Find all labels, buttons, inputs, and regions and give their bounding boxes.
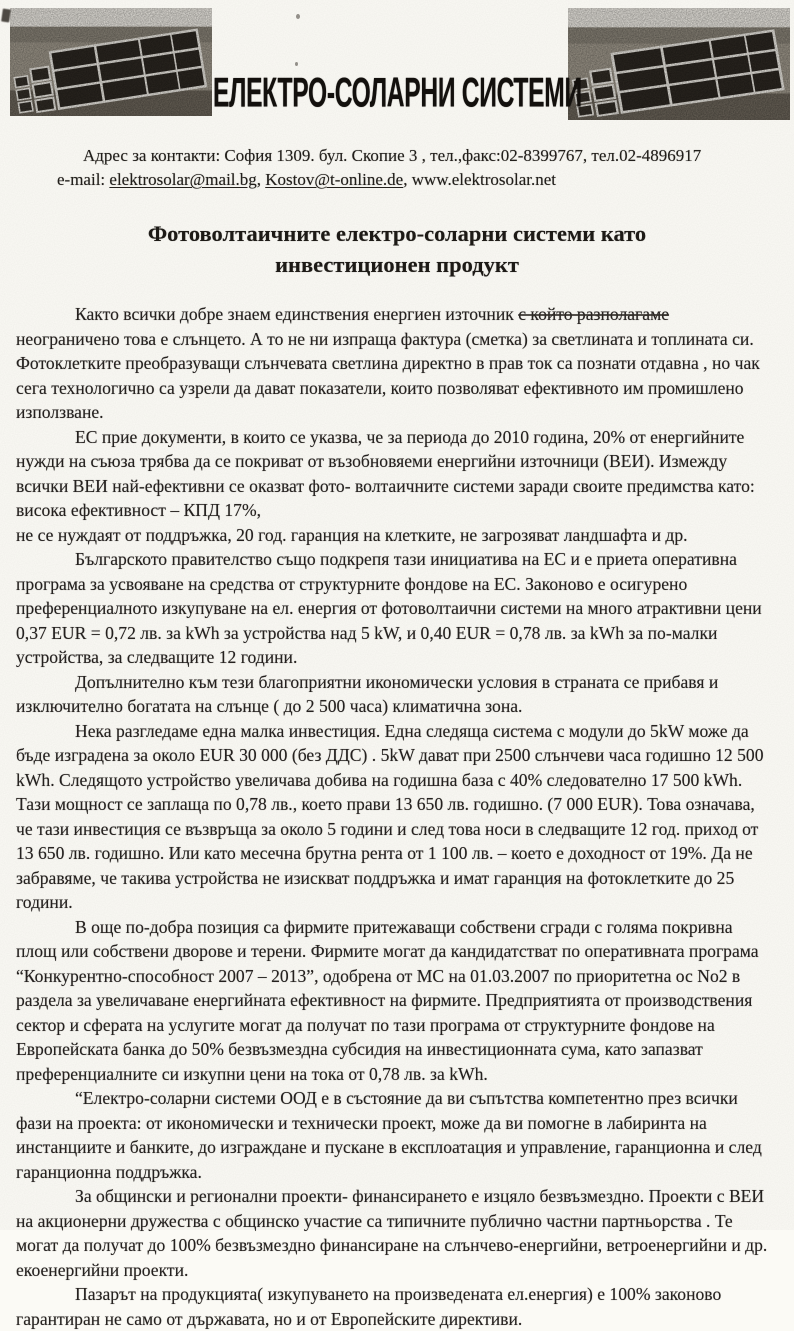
- scan-speck: [296, 14, 300, 19]
- separator: ,: [256, 170, 266, 189]
- document-title: [0, 218, 794, 280]
- paragraph-maintenance-note: не се нуждаят от поддръжка, 20 год. гаранция на клетките, не загрозяват ландшафта и др.: [16, 524, 688, 545]
- paragraph-intro: [16, 302, 774, 425]
- paragraph-investment-example: Нека разгледаме една малка инвестиция. Една следяща система с модули до 5kW може да бъде изградена за около EUR 30 000 (без ДДС) . 5kW дават при 2500 слънчеви часа годишно 12 500 kWh. Следящото устройство увеличава добива на годишна база с 40% следователно 17 500 kWh. Тази мощност се заплаща по 0,78 лв., което прави 13 650 лв. годишно. (7 000 EUR). Това означава, че тази инвестиция се възвръща за около 5 години и след това носи в следващите 12 год. приход от 13 650 лв. годишно. Или като месечна брутна рента от 1 100 лв. – което е доходност от 19%. Да не забравяме, че такива устройства не изискват поддръжка и имат гаранция на фотоклетките до 25 години.: [16, 720, 764, 912]
- paragraph-municipal-projects: За общински и регионални проекти- финансирането е изцяло безвъзмездно. Проекти с ВЕИ на акционерни дружества с общинско участие са типичните публично частни партньорства . Те могат да получат до 100% безвъзмездно финансиране на слънчево-енергийни, ветроенергийни и др. екоенергийни проекти.: [16, 1186, 768, 1280]
- document-title-line2: инвестиционен продукт: [275, 252, 519, 277]
- document-title-line1: Фотоволтаичните електро-соларни системи като: [147, 221, 647, 246]
- email-label: e-mail:: [57, 170, 110, 189]
- scan-speck: [295, 62, 298, 66]
- email-link-secondary: Kostov@t-online.de: [265, 170, 404, 189]
- email-link-primary: elektrosolar@mail.bg: [109, 170, 257, 189]
- document-body: [0, 302, 794, 1331]
- website-text: www.elektrosolar.net: [411, 170, 557, 189]
- contact-address-line: Адрес за контакти: София 1309. бул. Скопие 3 , тел.,факс:02-8399767, тел.02-4896917: [83, 146, 702, 165]
- contact-block: [57, 144, 794, 192]
- intro-text-pre: Както всички добре знаем единствения енергиен източник: [75, 304, 519, 324]
- struck-phrase: с който разполагаме: [518, 304, 670, 324]
- intro-text-post: неограничено това е слънцето. А то не ни изпраща фактура (сметка) за светлината и топлината си. Фотоклетките преобразуващи слънчевата светлина директно в прав ток са познати отдавна , но чак сега технологично са узрели да дават показатели, които позволяват ефективното им промишлено използване.: [16, 328, 760, 422]
- separator: ,: [403, 170, 412, 189]
- paragraph-bulgarian-government: Българското правителство също подкрепя тази инициатива на ЕС и е приета оперативна програма за усвояване на средства от структурните фондове на ЕС. Законово е осигурено преференциалното изкупуване на ел. енергия от фотоволтаични системи на много атрактивни цени 0,37 EUR = 0,72 лв. за kWh за устройства над 5 kW, и 0,40 EUR = 0,78 лв. за kWh за по-малки устройства, за следващите 12 години.: [16, 549, 762, 667]
- contact-email-line: [57, 168, 794, 192]
- paragraph-eu-policy: ЕС прие документи, в които се указва, че за периода до 2010 година, 20% от енергийните нужди на съюза трябва да се покриват от възобновяеми енергийни източници (ВЕИ). Измежду всички ВЕИ най-ефективни се оказват фото- волтаичните системи заради своите предимства като: висока ефективност – КПД 17%,: [16, 426, 755, 520]
- company-name: ЕЛЕКТРО-СОЛАРНИ СИСТЕМИ: [213, 68, 582, 116]
- solar-panels-photo-right: [568, 8, 790, 120]
- solar-panels-photo-left: [10, 8, 212, 116]
- paragraph-climate-zone: Допълнително към тези благоприятни икономически условия в страната се прибавя и изключително богатата на слънце ( до 2 500 часа) климатична зона.: [16, 671, 719, 716]
- paragraph-companies-program: В още по-добра позиция са фирмите притежаващи собствени сгради с голяма покривна площ или собствени дворове и терени. Фирмите могат да кандидатстват по оперативната програма “Конкурентно-способност 2007 – 2013”, одобрена от МС на 01.03.2007 по приоритетна ос No2 в раздела за увеличаване енергийната ефективност на фирмите. Предприятията от производствения сектор и сферата на услугите могат да получат по тази програма от структурните фондове на Европейската банка до 50% безвъзмездна субсидия на инвестиционната сума, като запазват преференциалните си изкупни цени на тока от 0,78 лв. за kWh.: [16, 916, 759, 1084]
- paragraph-company-services: “Електро-соларни системи ООД е в състояние да ви съпътства компетентно през всички фази на проекта: от икономически и технически проект, може да ви помогне в лабиринта на инстанциите и банките, до изграждане и пускане в експлоатация и управление, гаранционна и след гаранционна поддръжка.: [16, 1088, 762, 1182]
- paragraph-market-guarantee: Пазарът на продукцията( изкупуването на произведената ел.енергия) е 100% законово гарантиран не само от държавата, но и от Европейските директиви.: [16, 1284, 722, 1329]
- letterhead: [0, 0, 794, 128]
